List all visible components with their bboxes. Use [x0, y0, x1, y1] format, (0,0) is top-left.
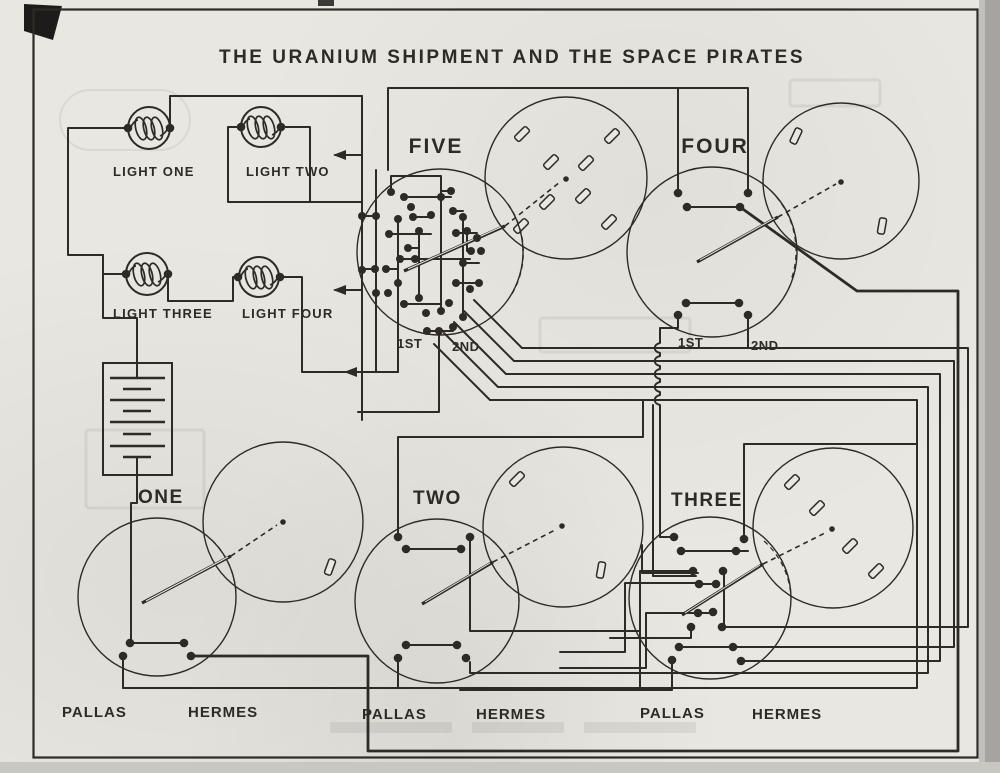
lamp-two: [241, 107, 281, 147]
wiring: [68, 88, 968, 751]
light-one-label: LIGHT ONE: [113, 164, 195, 179]
destination-pallas-1: PALLAS: [62, 704, 127, 721]
needle-two: [422, 523, 565, 604]
switch-five-label: FIVE: [408, 135, 464, 158]
destination-pallas-3: PALLAS: [640, 705, 705, 722]
lamp-one: [128, 107, 170, 149]
switch-circles: [78, 167, 797, 683]
switch-one-label: ONE: [138, 487, 184, 508]
hidden-edge-arcs: [212, 190, 796, 601]
destination-pallas-2: PALLAS: [362, 706, 427, 723]
light-three-label: LIGHT THREE: [113, 306, 213, 321]
four-first-contact-label: 1ST: [678, 335, 704, 350]
needle-three: [682, 526, 835, 615]
switch-two-circle: [355, 519, 519, 683]
five-first-contact-label: 1ST: [397, 336, 423, 351]
lamp-three: [126, 253, 168, 295]
switch-three-label: THREE: [671, 490, 743, 511]
switch-two-label: TWO: [413, 488, 462, 509]
five-second-contact-label: 2ND: [452, 339, 480, 354]
needle-four: [697, 179, 844, 262]
battery: [103, 363, 172, 475]
flow-arrows: [333, 150, 357, 377]
four-second-contact-label: 2ND: [751, 338, 779, 353]
destination-hermes-1: HERMES: [188, 704, 259, 721]
diagram-title: THE URANIUM SHIPMENT AND THE SPACE PIRATES: [218, 47, 806, 68]
arrow-icon: [333, 150, 346, 160]
destination-hermes-3: HERMES: [752, 706, 823, 723]
arrow-icon: [344, 367, 357, 377]
destination-hermes-2: HERMES: [476, 706, 547, 723]
lamp-four: [239, 257, 279, 297]
arrow-icon: [333, 285, 346, 295]
switch-one-circle: [78, 518, 236, 676]
light-two-label: LIGHT TWO: [246, 164, 330, 179]
labels: [62, 47, 822, 723]
switch-four-label: FOUR: [681, 135, 749, 158]
light-four-label: LIGHT FOUR: [242, 306, 334, 321]
